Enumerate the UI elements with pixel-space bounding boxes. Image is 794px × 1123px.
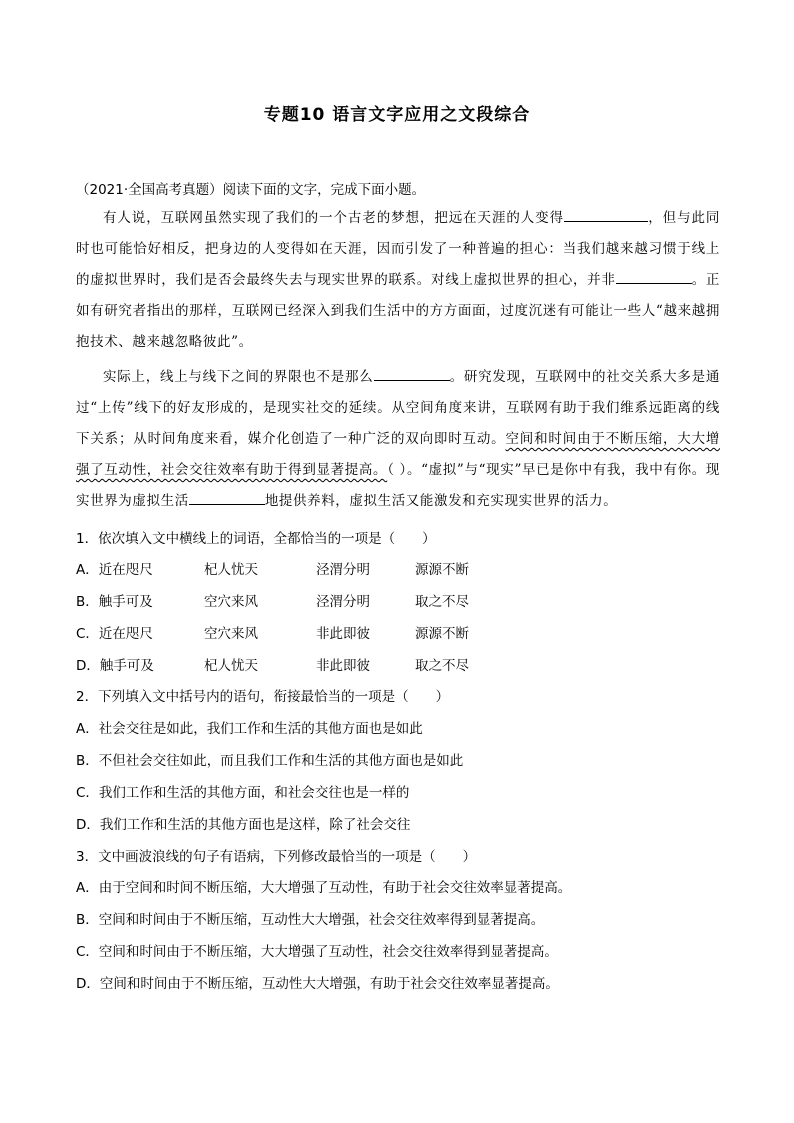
question-3-option-b[interactable]: B．空间和时间由于不断压缩，互动性大大增强，社会交往效率得到显著提高。: [76, 912, 545, 928]
question-2-option-a[interactable]: A．社会交往是如此，我们工作和生活的其他方面也是如此: [76, 721, 423, 737]
fill-blank-4: [189, 490, 265, 505]
passage-text: 。“虚拟”与“现实”早已是你中有我，我中有你。现实世界为虚拟生活: [76, 462, 720, 509]
option-word: B．触手可及: [76, 594, 153, 610]
question-3-option-d[interactable]: D．空间和时间由于不断压缩，互动性大大增强，有助于社会交往效率显著提高。: [76, 976, 559, 992]
option-word: 泾渭分明: [316, 594, 370, 610]
option-word: 取之不尽: [415, 594, 469, 610]
passage-text: 地提供养料，虚拟生活又能激发和充实现实世界的活力。: [264, 493, 618, 509]
option-word: 非此即彼: [316, 626, 370, 642]
question-source: （2021·全国高考真题）阅读下面的文字，完成下面小题。: [76, 182, 426, 198]
option-word: D．触手可及: [76, 658, 154, 674]
answer-parenthesis: （ ）: [387, 462, 407, 478]
passage-paragraph-2: [76, 362, 720, 517]
option-word: 非此即彼: [316, 658, 370, 674]
passage-text: 。研究发现，互联网中的社交关系大多是通过“上传”线下的好友形成的，是现实社交的延续。从空间角度来讲，互联网有助于我们维系远距离的线下关系；从时间角度来看，媒介化创造了一种广泛的双向即时互动。: [76, 369, 720, 447]
wavy-underlined-sentence: 空间和时间由于不断压缩，大大增强了互动性，社会交往效率有助于得到显著提高。: [76, 431, 721, 478]
option-word: 取之不尽: [415, 658, 469, 674]
option-word: 源源不断: [415, 626, 469, 642]
option-word: C．近在咫尺: [76, 626, 153, 642]
option-word: 泾渭分明: [316, 562, 370, 578]
question-1-stem: 1．依次填入文中横线上的词语，全都恰当的一项是（ ）: [76, 531, 436, 547]
passage-paragraph-1: [76, 203, 720, 358]
fill-blank-3: [374, 366, 450, 381]
question-2-stem: 2．下列填入文中括号内的语句，衔接最恰当的一项是（ ）: [76, 689, 450, 705]
question-2-option-b[interactable]: B．不但社会交往如此，而且我们工作和生活的其他方面也是如此: [76, 753, 464, 769]
page-title: 专题10 语言文字应用之文段综合: [263, 105, 531, 125]
option-word: A．近在咫尺: [76, 562, 153, 578]
question-3-option-a[interactable]: A．由于空间和时间不断压缩，大大增强了互动性，有助于社会交往效率显著提高。: [76, 880, 572, 896]
option-word: 杞人忧天: [204, 562, 258, 578]
question-3-stem: 3．文中画波浪线的句子有语病，下列修改最恰当的一项是（ ）: [76, 849, 477, 865]
question-2-option-d[interactable]: D．我们工作和生活的其他方面也是这样，除了社会交往: [76, 817, 411, 833]
question-3-option-c[interactable]: C．空间和时间由于不断压缩，大大增强了互动性，社会交往效率得到显著提高。: [76, 944, 558, 960]
passage-text: 有人说，互联网虽然实现了我们的一个古老的梦想，把远在天涯的人变得: [103, 210, 564, 226]
fill-blank-2: [616, 269, 692, 284]
option-word: 杞人忧天: [204, 658, 258, 674]
question-2-option-c[interactable]: C．我们工作和生活的其他方面，和社会交往也是一样的: [76, 785, 410, 801]
option-word: 空穴来风: [204, 594, 258, 610]
passage-text: 实际上，线上与线下之间的界限也不是那么: [103, 369, 374, 385]
option-word: 空穴来风: [204, 626, 258, 642]
passage-text: ，但与此同时也可能恰好相反，把身边的人变得如在天涯，因而引发了一种普遍的担心：当我们越来越习惯于线上的虚拟世界时，我们是否会最终失去与现实世界的联系。对线上虚拟世界的担心，并非: [76, 210, 720, 288]
option-word: 源源不断: [415, 562, 469, 578]
fill-blank-1: [564, 207, 648, 222]
passage-text: 。正如有研究者指出的那样，互联网已经深入到我们生活中的方方面面，过度沉迷有可能让一些人“越来越拥抱技术、越来越忽略彼此”。: [76, 272, 720, 350]
